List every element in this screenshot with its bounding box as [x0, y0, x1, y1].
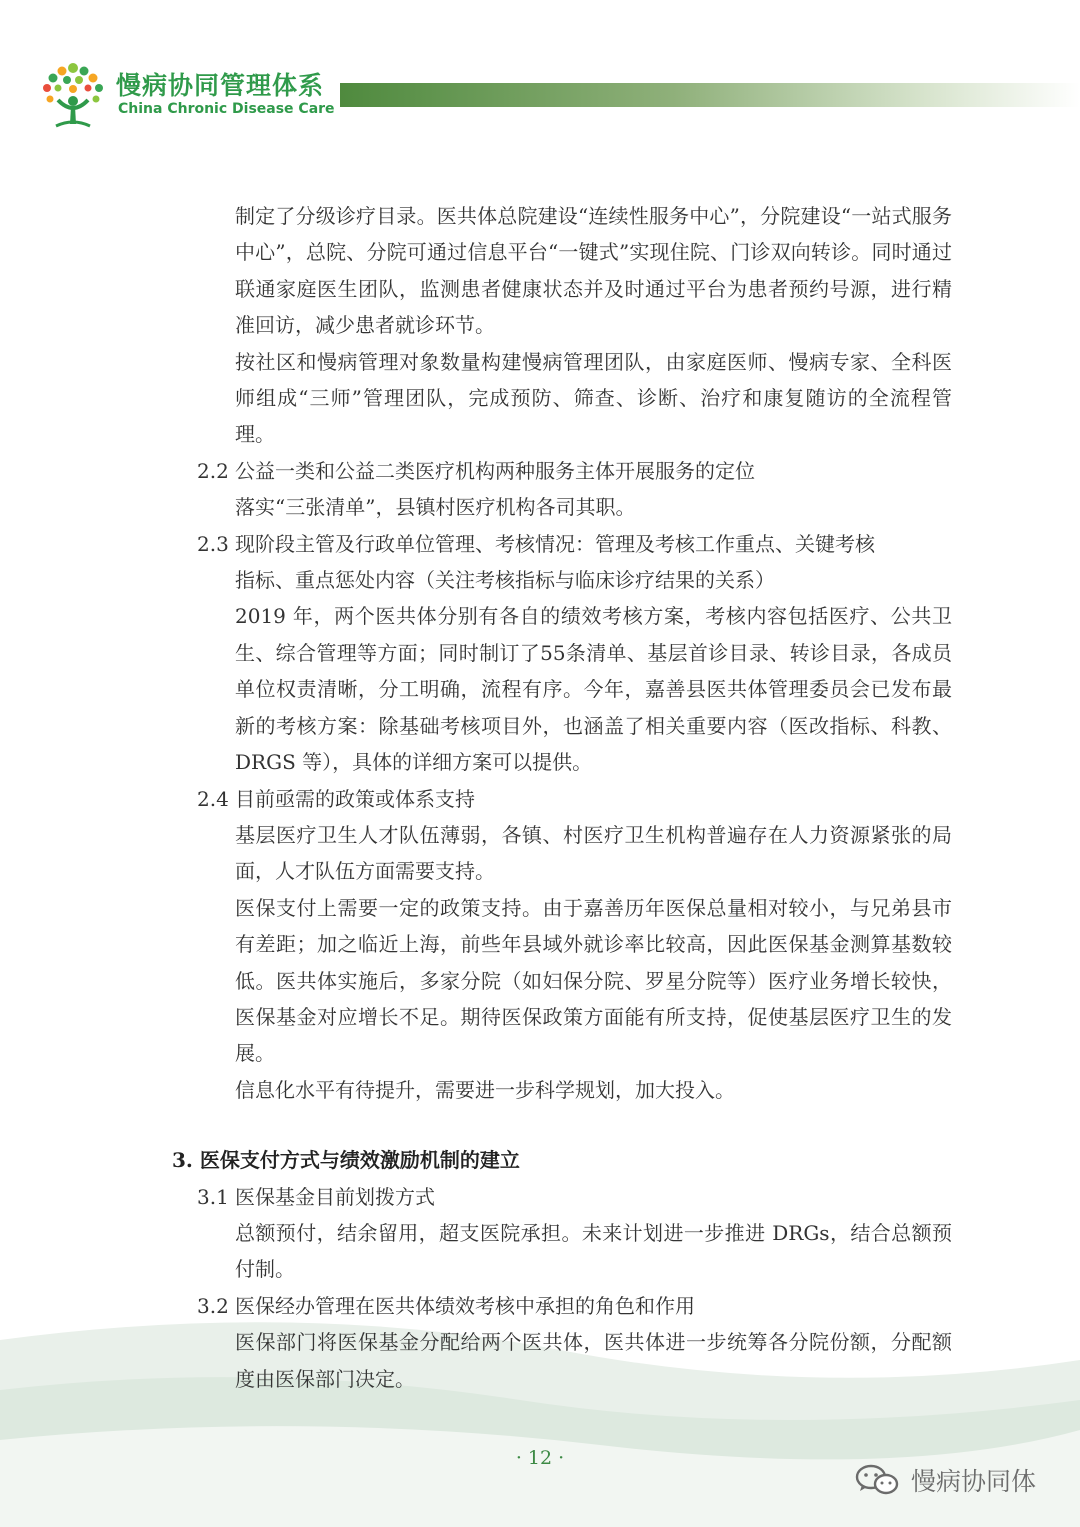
paragraph: 落实“三张清单”，县镇村医疗机构各司其职。: [235, 495, 636, 520]
section-title: 现阶段主管及行政单位管理、考核情况：管理及考核工作重点、关键考核: [235, 531, 875, 556]
paragraph: 总额预付，结余留用，超支医院承担。未来计划进一步推进 DRGs，结合总额预付制。: [235, 1220, 952, 1282]
paragraph: 基层医疗卫生人才队伍薄弱，各镇、村医疗卫生机构普遍存在人力资源紧张的局面，人才队伍方面需要支持。: [235, 822, 952, 884]
paragraph: 信息化水平有待提升，需要进一步科学规划，加大投入。: [235, 1077, 735, 1102]
paragraph: 医保部门将医保基金分配给两个医共体，医共体进一步统筹各分院份额，分配额度由医保部门决定。: [235, 1330, 952, 1391]
chapter-heading: 3. 医保支付方式与绩效激励机制的建立: [172, 1148, 520, 1173]
tree-logo-icon: [38, 58, 108, 130]
section-title: 医保基金目前划拨方式: [235, 1184, 435, 1209]
section-title: 目前亟需的政策或体系支持: [235, 786, 475, 811]
section-heading: [197, 453, 952, 489]
paragraph: 按社区和慢病管理对象数量构建慢病管理团队，由家庭医师、慢病专家、全科医师组成“三师”管理团队，完成预防、筛查、诊断、治疗和康复随访的全流程管理。: [235, 349, 952, 447]
section-number: 2.2: [197, 458, 229, 483]
section-heading: [197, 1179, 952, 1215]
page-number: · 12 ·: [515, 1447, 565, 1469]
page-content: [0, 198, 1080, 1397]
brand-name-chinese: 慢病协同管理体系: [116, 71, 325, 100]
paragraph: 医保支付上需要一定的政策支持。由于嘉善历年医保总量相对较小，与兄弟县市有差距；加之临近上海，前些年县域外就诊率比较高，因此医保基金测算基数较低。医共体实施后，多家分院（如妇保分院、罗星分院等）医疗业务增长较快，医保基金对应增长不足。期待医保政策方面能有所支持，促使基层医疗卫生的发展。: [235, 895, 952, 1066]
section-heading: [197, 1288, 952, 1324]
section-title-continued: 指标、重点惩处内容（关注考核指标与临床诊疗结果的关系）: [235, 568, 775, 593]
paragraph: 2019 年，两个医共体分别有各自的绩效考核方案，考核内容包括医疗、公共卫生、综合管理等方面；同时制订了55条清单、基层首诊目录、转诊目录，各成员单位权责清晰，分工明确，流程有序。今年，嘉善县医共体管理委员会已发布最新的考核方案：除基础考核项目外，也涵盖了相关重要内容（医改指标、科教、DRGS 等），具体的详细方案可以提供。: [235, 604, 952, 775]
watermark-text: 慢病协同体: [911, 1467, 1037, 1496]
page-header: [0, 0, 1080, 150]
section-heading: [197, 781, 952, 817]
section-heading: [197, 526, 952, 562]
brand-name-english: China Chronic Disease Care: [118, 101, 335, 117]
paragraph: 制定了分级诊疗目录。医共体总院建设“连续性服务中心”，分院建设“一站式服务中心”，总院、分院可通过信息平台“一键式”实现住院、门诊双向转诊。同时通过联通家庭医生团队，监测患者健康状态并及时通过平台为患者预约号源，进行精准回访，减少患者就诊环节。: [235, 204, 952, 338]
section-number: 2.4: [197, 786, 229, 811]
section-number: 3.1: [197, 1184, 229, 1209]
section-title: 公益一类和公益二类医疗机构两种服务主体开展服务的定位: [235, 458, 755, 483]
header-gradient-bar: [340, 83, 1080, 107]
section-number: 2.3: [197, 531, 229, 556]
section-title: 医保经办管理在医共体绩效考核中承担的角色和作用: [235, 1293, 695, 1318]
section-number: 3.2: [197, 1293, 229, 1318]
wechat-icon: [855, 1464, 899, 1496]
